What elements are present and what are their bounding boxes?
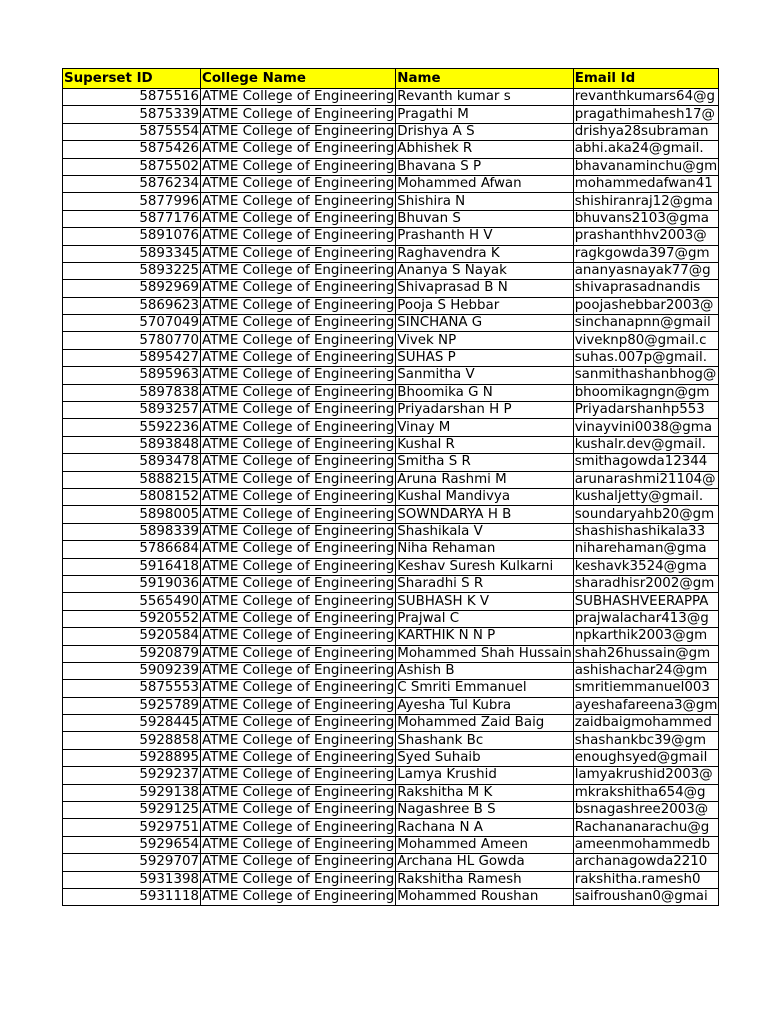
cell-name[interactable]: C Smriti Emmanuel	[396, 680, 573, 697]
cell-superset-id[interactable]: 5895427	[63, 349, 201, 366]
table-row	[63, 471, 719, 488]
cell-college-name[interactable]: ATME College of Engineering	[202, 802, 395, 818]
cell-name[interactable]: SUHAS P	[396, 349, 573, 366]
cell-superset-id[interactable]: 5929707	[63, 854, 201, 871]
cell-superset-id[interactable]: 5875502	[63, 158, 201, 175]
cell-name[interactable]: Rakshitha M K	[396, 784, 573, 801]
cell-email-id[interactable]: bhavanaminchu@gm	[574, 158, 718, 174]
cell-superset-id[interactable]: 5898339	[63, 523, 201, 540]
cell-college-name[interactable]: ATME College of Engineering	[202, 315, 395, 331]
cell-college-name[interactable]: ATME College of Engineering	[202, 263, 395, 279]
cell-college-name[interactable]: ATME College of Engineering	[202, 489, 395, 505]
cell-college-name[interactable]: ATME College of Engineering	[202, 332, 395, 348]
cell-email-id[interactable]: ananyasnayak77@g	[573, 262, 719, 279]
table-row	[63, 193, 719, 210]
cell-name[interactable]: Ashish B	[396, 662, 573, 679]
cell-name[interactable]: Priyadarshan H P	[396, 402, 573, 419]
cell-email-id[interactable]: shivaprasadnandis	[573, 280, 719, 297]
cell-superset-id[interactable]: 5869623	[63, 297, 201, 314]
cell-name[interactable]: Kushal Mandivya	[396, 488, 573, 505]
cell-email-id[interactable]: zaidbaigmohammed	[573, 715, 719, 732]
cell-college-name[interactable]: ATME College of Engineering	[202, 593, 395, 609]
cell-superset-id[interactable]: 5786684	[63, 541, 201, 558]
cell-name[interactable]: Mohammed Shah Hussain	[397, 645, 572, 661]
cell-superset-id[interactable]: 5928858	[63, 732, 201, 749]
table-body	[63, 89, 719, 906]
cell-superset-id[interactable]: 5895963	[63, 367, 201, 384]
cell-superset-id[interactable]: 5929125	[63, 802, 201, 819]
cell-college-name[interactable]: ATME College of Engineering	[202, 541, 395, 557]
cell-college-name[interactable]: ATME College of Engineering	[202, 819, 395, 835]
cell-email-id[interactable]: enoughsyed@gmail	[573, 749, 719, 766]
cell-college-name[interactable]: ATME College of Engineering	[202, 889, 395, 905]
cell-college-name[interactable]: ATME College of Engineering	[202, 471, 395, 487]
table-row	[63, 454, 719, 471]
cell-name[interactable]: Rakshitha Ramesh	[396, 871, 573, 888]
cell-superset-id[interactable]: 5920584	[63, 628, 201, 645]
cell-name[interactable]: Kushal R	[396, 436, 573, 453]
cell-email-id[interactable]: niharehaman@gma	[573, 541, 719, 558]
student-table	[62, 68, 719, 906]
cell-college-name[interactable]: ATME College of Engineering	[202, 437, 395, 452]
cell-name[interactable]: Vivek NP	[396, 332, 573, 349]
cell-college-name[interactable]: ATME College of Engineering	[202, 854, 395, 870]
cell-superset-id[interactable]: 5592236	[63, 419, 201, 436]
cell-name[interactable]: Abhishek R	[396, 141, 573, 158]
table-row	[63, 610, 719, 627]
cell-name[interactable]: Ayesha Tul Kubra	[396, 697, 573, 714]
cell-superset-id[interactable]: 5875339	[63, 106, 201, 123]
cell-college-name[interactable]: ATME College of Engineering	[202, 680, 395, 696]
table-row	[63, 628, 719, 645]
cell-superset-id[interactable]: 5875426	[63, 141, 201, 158]
table-row	[63, 349, 719, 366]
table-row	[63, 802, 719, 819]
table-row	[63, 680, 719, 697]
cell-college-name[interactable]: ATME College of Engineering	[202, 158, 395, 174]
cell-email-id[interactable]: ragkgowda397@gm	[573, 245, 719, 262]
cell-college-name[interactable]: ATME College of Engineering	[202, 297, 395, 313]
cell-email-id[interactable]: keshavk3524@gma	[573, 558, 719, 575]
cell-superset-id[interactable]: 5893848	[63, 436, 201, 453]
cell-email-id[interactable]: smritiemmanuel003	[573, 680, 719, 697]
cell-college-name[interactable]: ATME College of Engineering	[202, 193, 395, 209]
table-row	[63, 245, 719, 262]
table-row	[63, 332, 719, 349]
cell-superset-id[interactable]: 5808152	[63, 488, 201, 505]
cell-name[interactable]: Niha Rehaman	[396, 541, 573, 558]
cell-superset-id[interactable]: 5929237	[63, 767, 201, 784]
cell-college-name[interactable]: ATME College of Engineering	[202, 402, 395, 418]
table-row	[63, 593, 719, 610]
table-row	[63, 697, 719, 714]
cell-name[interactable]: Shivaprasad B N	[396, 280, 573, 297]
header-superset-id[interactable]: Superset ID	[63, 69, 201, 89]
cell-email-id[interactable]: prashanthhv2003@	[573, 228, 719, 245]
table-row	[63, 123, 719, 140]
cell-superset-id[interactable]: 5888215	[63, 471, 201, 488]
header-college-name[interactable]: College Name	[201, 69, 396, 89]
cell-superset-id[interactable]: 5920552	[63, 610, 201, 627]
cell-email-id[interactable]: arunarashmi21104@	[573, 471, 719, 488]
cell-email-id[interactable]: saifroushan0@gmai	[573, 888, 719, 905]
table-row	[63, 854, 719, 871]
cell-email-id[interactable]: rakshitha.ramesh0	[573, 871, 719, 888]
cell-name[interactable]: Mohammed Ameen	[396, 836, 573, 853]
table-row	[63, 141, 719, 158]
cell-superset-id[interactable]: 5565490	[63, 593, 201, 610]
cell-superset-id[interactable]: 5916418	[63, 558, 201, 575]
table-row	[63, 488, 719, 505]
cell-superset-id[interactable]: 5909239	[63, 662, 201, 679]
cell-superset-id[interactable]: 5898005	[63, 506, 201, 523]
cell-college-name[interactable]: ATME College of Engineering	[202, 123, 395, 139]
table-row	[63, 575, 719, 592]
cell-superset-id[interactable]: 5891076	[63, 228, 201, 245]
cell-email-id[interactable]: smithagowda12344	[573, 454, 719, 471]
cell-superset-id[interactable]: 5877176	[63, 210, 201, 227]
cell-name[interactable]: Shishira N	[396, 193, 573, 210]
cell-college-name[interactable]: ATME College of Engineering	[202, 523, 395, 539]
cell-college-name[interactable]: ATME College of Engineering	[202, 732, 395, 748]
cell-college-name[interactable]: ATME College of Engineering	[202, 558, 395, 574]
cell-superset-id[interactable]: 5920879	[63, 645, 201, 662]
cell-superset-id[interactable]: 5928895	[63, 749, 201, 766]
cell-email-id[interactable]: mkrakshitha654@g	[573, 784, 719, 801]
cell-email-id[interactable]: ashishachar24@gm	[573, 662, 719, 679]
cell-college-name[interactable]: ATME College of Engineering	[202, 228, 395, 244]
cell-email-id[interactable]: sanmithashanbhog@	[573, 367, 719, 384]
cell-email-id[interactable]: viveknp80@gmail.c	[573, 332, 719, 349]
table-row	[63, 419, 719, 436]
cell-superset-id[interactable]: 5876234	[63, 175, 201, 192]
cell-superset-id[interactable]: 5877996	[63, 193, 201, 210]
cell-email-id[interactable]: vinayvini0038@gma	[573, 419, 719, 436]
cell-college-name[interactable]: ATME College of Engineering	[202, 506, 395, 522]
header-email-id[interactable]: Email Id	[573, 69, 719, 89]
table-row	[63, 558, 719, 575]
cell-superset-id[interactable]: 5897838	[63, 384, 201, 401]
cell-name[interactable]: Sharadhi S R	[396, 575, 573, 592]
cell-college-name[interactable]: ATME College of Engineering	[202, 576, 395, 592]
cell-email-id[interactable]: drishya28subraman	[573, 123, 719, 140]
cell-email-id[interactable]: shah26hussain@gm	[573, 645, 719, 662]
cell-email-id[interactable]: shishiranraj12@gma	[573, 193, 719, 210]
cell-name[interactable]: Bhuvan S	[396, 210, 573, 227]
cell-name[interactable]: SOWNDARYA H B	[396, 506, 573, 523]
cell-email-id[interactable]: suhas.007p@gmail.	[573, 349, 719, 366]
cell-name[interactable]: Aruna Rashmi M	[396, 471, 573, 488]
table-row	[63, 280, 719, 297]
cell-college-name[interactable]: ATME College of Engineering	[202, 176, 395, 192]
cell-college-name[interactable]: ATME College of Engineering	[202, 697, 395, 713]
cell-college-name[interactable]: ATME College of Engineering	[202, 350, 395, 366]
cell-email-id[interactable]: ayeshafareena3@gm	[574, 697, 718, 713]
cell-college-name[interactable]: ATME College of Engineering	[202, 784, 395, 800]
table-row	[63, 402, 719, 419]
cell-college-name[interactable]: ATME College of Engineering	[202, 419, 395, 435]
cell-superset-id[interactable]: 5875516	[63, 89, 201, 106]
cell-email-id[interactable]: lamyakrushid2003@	[573, 767, 719, 784]
cell-name[interactable]: Drishya A S	[396, 123, 573, 140]
table-row	[63, 732, 719, 749]
table-row	[63, 228, 719, 245]
cell-name[interactable]: Vinay M	[396, 419, 573, 436]
cell-name[interactable]: Mohammed Zaid Baig	[396, 715, 573, 732]
cell-superset-id[interactable]: 5892969	[63, 280, 201, 297]
cell-email-id[interactable]: soundaryahb20@gm	[573, 506, 719, 523]
cell-email-id[interactable]: mohammedafwan41	[573, 175, 719, 192]
table-row	[63, 871, 719, 888]
cell-superset-id[interactable]: 5875554	[63, 123, 201, 140]
cell-name[interactable]: Prashanth H V	[396, 228, 573, 245]
cell-name[interactable]: Pooja S Hebbar	[396, 297, 573, 314]
table-row	[63, 315, 719, 332]
table-row	[63, 888, 719, 905]
cell-superset-id[interactable]: 5928445	[63, 715, 201, 732]
cell-email-id[interactable]: npkarthik2003@gm	[573, 628, 719, 645]
table-row	[63, 436, 719, 453]
cell-name[interactable]: Archana HL Gowda	[396, 854, 573, 871]
table-row	[63, 367, 719, 384]
cell-superset-id[interactable]: 5893257	[63, 402, 201, 419]
cell-name[interactable]: Prajwal C	[396, 610, 573, 627]
cell-name[interactable]: Rachana N A	[396, 819, 573, 836]
cell-superset-id[interactable]: 5929138	[63, 784, 201, 801]
cell-name[interactable]: Bhavana S P	[396, 158, 573, 175]
cell-name[interactable]: SINCHANA G	[396, 315, 573, 332]
cell-superset-id[interactable]: 5919036	[63, 575, 201, 592]
cell-email-id[interactable]: archanagowda2210	[573, 854, 719, 871]
cell-superset-id[interactable]: 5707049	[63, 315, 201, 332]
table-row	[63, 819, 719, 836]
cell-email-id[interactable]: revanthkumars64@g	[573, 89, 719, 106]
cell-college-name[interactable]: ATME College of Engineering	[202, 384, 395, 400]
cell-superset-id[interactable]: 5931398	[63, 871, 201, 888]
cell-college-name[interactable]: ATME College of Engineering	[202, 89, 395, 105]
cell-email-id[interactable]: bhuvans2103@gma	[573, 210, 719, 227]
cell-college-name[interactable]: ATME College of Engineering	[202, 454, 395, 470]
cell-college-name[interactable]: ATME College of Engineering	[202, 715, 395, 731]
cell-name[interactable]: Raghavendra K	[396, 245, 573, 262]
cell-superset-id[interactable]: 5893345	[63, 245, 201, 262]
cell-email-id[interactable]: bhoomikagngn@gm	[573, 384, 719, 401]
cell-superset-id[interactable]: 5780770	[63, 332, 201, 349]
table-row	[63, 645, 719, 662]
cell-superset-id[interactable]: 5893478	[63, 454, 201, 471]
cell-college-name[interactable]: ATME College of Engineering	[202, 141, 395, 157]
cell-college-name[interactable]: ATME College of Engineering	[202, 750, 395, 766]
cell-superset-id[interactable]: 5931118	[63, 888, 201, 905]
cell-college-name[interactable]: ATME College of Engineering	[202, 628, 395, 644]
table-row	[63, 767, 719, 784]
table-row	[63, 89, 719, 106]
cell-email-id[interactable]: kushalr.dev@gmail.	[573, 436, 719, 453]
cell-name[interactable]: Syed Suhaib	[396, 749, 573, 766]
cell-email-id[interactable]: prajwalachar413@g	[573, 610, 719, 627]
cell-email-id[interactable]: sinchanapnn@gmail	[573, 315, 719, 332]
cell-college-name[interactable]: ATME College of Engineering	[202, 767, 395, 783]
table-row	[63, 662, 719, 679]
cell-superset-id[interactable]: 5925789	[63, 697, 201, 714]
cell-email-id[interactable]: ameenmohammedb	[573, 836, 719, 853]
cell-name[interactable]: Shashank Bc	[396, 732, 573, 749]
table-row	[63, 106, 719, 123]
cell-superset-id[interactable]: 5875553	[63, 680, 201, 697]
cell-college-name[interactable]: ATME College of Engineering	[202, 367, 395, 383]
cell-name[interactable]: Shashikala V	[396, 523, 573, 540]
cell-college-name[interactable]: ATME College of Engineering	[202, 245, 395, 261]
cell-name[interactable]: Keshav Suresh Kulkarni	[396, 558, 573, 575]
table-row	[63, 541, 719, 558]
cell-name[interactable]: Lamya Krushid	[396, 767, 573, 784]
cell-college-name[interactable]: ATME College of Engineering	[202, 280, 395, 296]
cell-name[interactable]: Revanth kumar s	[396, 89, 573, 106]
cell-name[interactable]: Ananya S Nayak	[396, 262, 573, 279]
cell-name[interactable]: Mohammed Afwan	[396, 175, 573, 192]
table-row	[63, 384, 719, 401]
table-row	[63, 297, 719, 314]
header-name[interactable]: Name	[396, 69, 573, 89]
cell-name[interactable]: Nagashree B S	[396, 802, 573, 819]
table-row	[63, 836, 719, 853]
cell-college-name[interactable]: ATME College of Engineering	[202, 663, 395, 679]
table-row	[63, 523, 719, 540]
cell-email-id[interactable]: Rachananarachu@g	[573, 819, 719, 836]
cell-college-name[interactable]: ATME College of Engineering	[202, 106, 395, 122]
cell-email-id[interactable]: shashankbc39@gm	[573, 732, 719, 749]
cell-email-id[interactable]: poojashebbar2003@	[573, 297, 719, 314]
table-row	[63, 784, 719, 801]
cell-email-id[interactable]: sharadhisr2002@gm	[573, 575, 719, 592]
cell-superset-id[interactable]: 5893225	[63, 262, 201, 279]
table-row	[63, 506, 719, 523]
cell-name[interactable]: Mohammed Roushan	[396, 888, 573, 905]
cell-superset-id[interactable]: 5929654	[63, 836, 201, 853]
cell-name[interactable]: KARTHIK N N P	[396, 628, 573, 645]
table-row	[63, 715, 719, 732]
cell-college-name[interactable]: ATME College of Engineering	[202, 610, 395, 626]
cell-email-id[interactable]: SUBHASHVEERAPPA	[573, 593, 719, 610]
header-row	[63, 69, 719, 89]
cell-college-name[interactable]: ATME College of Engineering	[202, 645, 395, 661]
cell-name[interactable]: Bhoomika G N	[396, 384, 573, 401]
cell-email-id[interactable]: kushaljetty@gmail.	[573, 488, 719, 505]
table-row	[63, 158, 719, 175]
table-row	[63, 749, 719, 766]
table-row	[63, 175, 719, 192]
cell-college-name[interactable]: ATME College of Engineering	[202, 836, 395, 852]
cell-email-id[interactable]: shashishashikala33	[573, 523, 719, 540]
cell-name[interactable]: Smitha S R	[396, 454, 573, 471]
table-row	[63, 210, 719, 227]
cell-superset-id[interactable]: 5929751	[63, 819, 201, 836]
cell-college-name[interactable]: ATME College of Engineering	[202, 210, 395, 226]
cell-email-id[interactable]: abhi.aka24@gmail.	[573, 141, 719, 158]
cell-name[interactable]: SUBHASH K V	[396, 593, 573, 610]
cell-college-name[interactable]: ATME College of Engineering	[202, 871, 395, 887]
table-row	[63, 262, 719, 279]
cell-name[interactable]: Sanmitha V	[396, 367, 573, 384]
cell-email-id[interactable]: pragathimahesh17@	[573, 106, 719, 123]
cell-email-id[interactable]: bsnagashree2003@	[573, 802, 719, 819]
cell-name[interactable]: Pragathi M	[396, 106, 573, 123]
cell-email-id[interactable]: Priyadarshanhp553	[573, 402, 719, 419]
